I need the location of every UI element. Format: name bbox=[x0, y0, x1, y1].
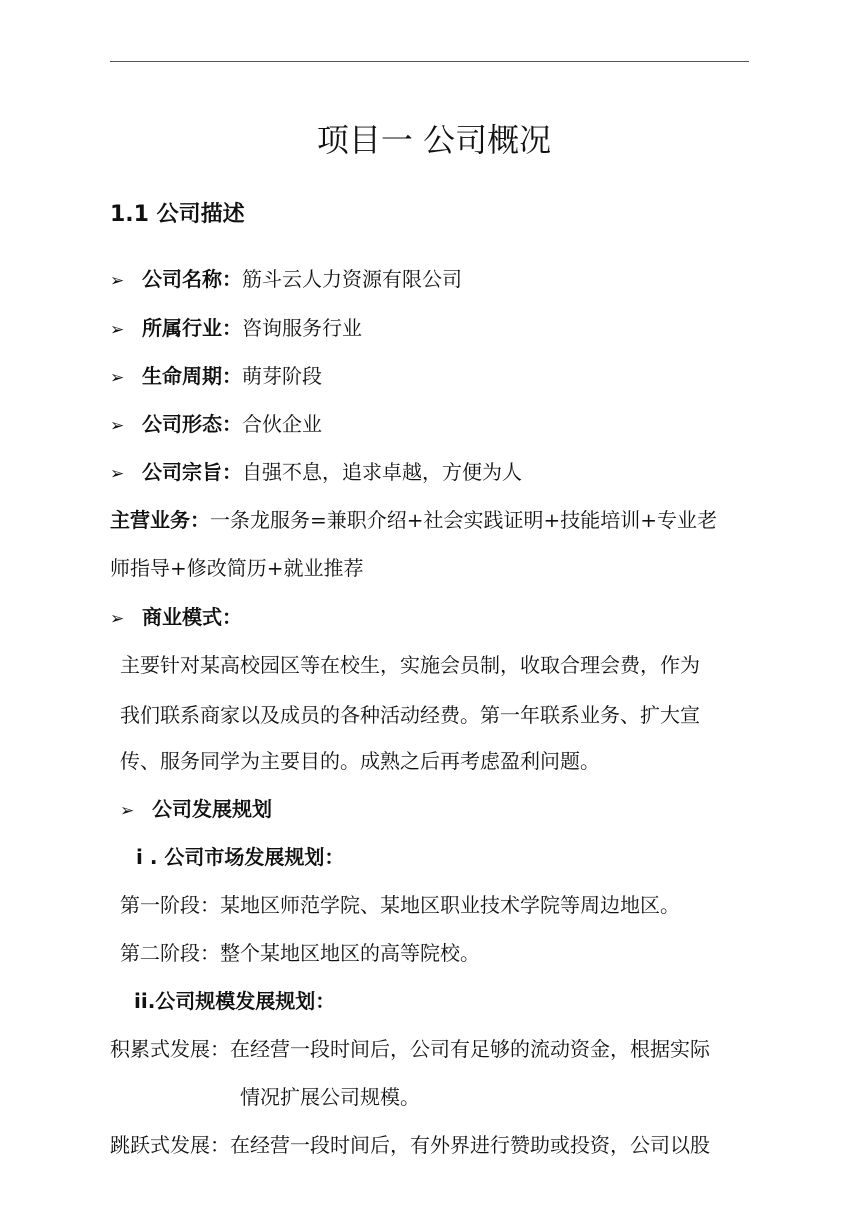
bullet-label: 公司宗旨： bbox=[142, 460, 242, 484]
bullet-value: 萌芽阶段 bbox=[242, 364, 322, 388]
market-stage-1: 第一阶段：某地区师范学院、某地区职业技术学院等周边地区。 bbox=[120, 893, 680, 917]
main-business-line2: 师指导+修改简历+就业推荐 bbox=[110, 556, 364, 580]
bullet-label: 公司形态： bbox=[142, 412, 242, 436]
arrow-bullet-icon: ➢ bbox=[110, 320, 125, 340]
arrow-bullet-icon: ➢ bbox=[110, 416, 125, 436]
bullet-industry bbox=[110, 313, 362, 345]
development-label: 公司发展规划 bbox=[152, 797, 272, 821]
arrow-bullet-icon: ➢ bbox=[110, 271, 125, 291]
main-business-text: 一条龙服务=兼职介绍+社会实践证明+技能培训+专业老 bbox=[210, 508, 718, 532]
arrow-bullet-icon: ➢ bbox=[120, 801, 135, 821]
accumulative-line1 bbox=[110, 1034, 710, 1064]
page-title: 项目一 公司概况 bbox=[316, 121, 552, 159]
leap-line1 bbox=[110, 1130, 710, 1160]
bullet-value: 合伙企业 bbox=[242, 412, 322, 436]
accumulative-text: 在经营一段时间后，公司有足够的流动资金，根据实际 bbox=[230, 1037, 710, 1061]
main-business-line1 bbox=[110, 505, 717, 535]
arrow-bullet-icon: ➢ bbox=[110, 464, 125, 484]
bullet-company-form bbox=[110, 409, 322, 441]
bullet-value: 咨询服务行业 bbox=[242, 316, 362, 340]
accumulative-label: 积累式发展： bbox=[110, 1037, 230, 1061]
bullet-value: 自强不息，追求卓越，方便为人 bbox=[242, 460, 522, 484]
arrow-bullet-icon: ➢ bbox=[110, 609, 125, 629]
business-model-heading bbox=[110, 602, 242, 634]
accumulative-line2: 情况扩展公司规模。 bbox=[240, 1085, 420, 1109]
bullet-mission bbox=[110, 457, 522, 489]
bullet-value: 筋斗云人力资源有限公司 bbox=[242, 267, 462, 291]
business-model-line: 传、服务同学为主要目的。成熟之后再考虑盈利问题。 bbox=[120, 749, 600, 773]
development-heading bbox=[120, 794, 272, 826]
section-heading: 1.1 公司描述 bbox=[110, 202, 245, 227]
leap-text: 在经营一段时间后，有外界进行赞助或投资，公司以股 bbox=[230, 1133, 710, 1157]
bullet-label: 所属行业： bbox=[142, 316, 242, 340]
bullet-label: 公司名称： bbox=[142, 267, 242, 291]
business-model-label: 商业模式： bbox=[142, 605, 242, 629]
bullet-label: 生命周期： bbox=[142, 364, 242, 388]
business-model-line: 我们联系商家以及成员的各种活动经费。第一年联系业务、扩大宣 bbox=[120, 703, 700, 727]
market-stage-2: 第二阶段：整个某地区地区的高等院校。 bbox=[120, 941, 480, 965]
arrow-bullet-icon: ➢ bbox=[110, 368, 125, 388]
leap-label: 跳跃式发展： bbox=[110, 1133, 230, 1157]
scale-plan-heading: ii.公司规模发展规划： bbox=[134, 989, 336, 1013]
bullet-lifecycle bbox=[110, 361, 322, 393]
bullet-company-name bbox=[110, 264, 462, 296]
header-rule bbox=[110, 61, 749, 62]
business-model-line: 主要针对某高校园区等在校生，实施会员制，收取合理会费，作为 bbox=[120, 653, 700, 677]
market-plan-heading: i . 公司市场发展规划： bbox=[136, 845, 345, 869]
main-business-label: 主营业务： bbox=[110, 508, 210, 532]
